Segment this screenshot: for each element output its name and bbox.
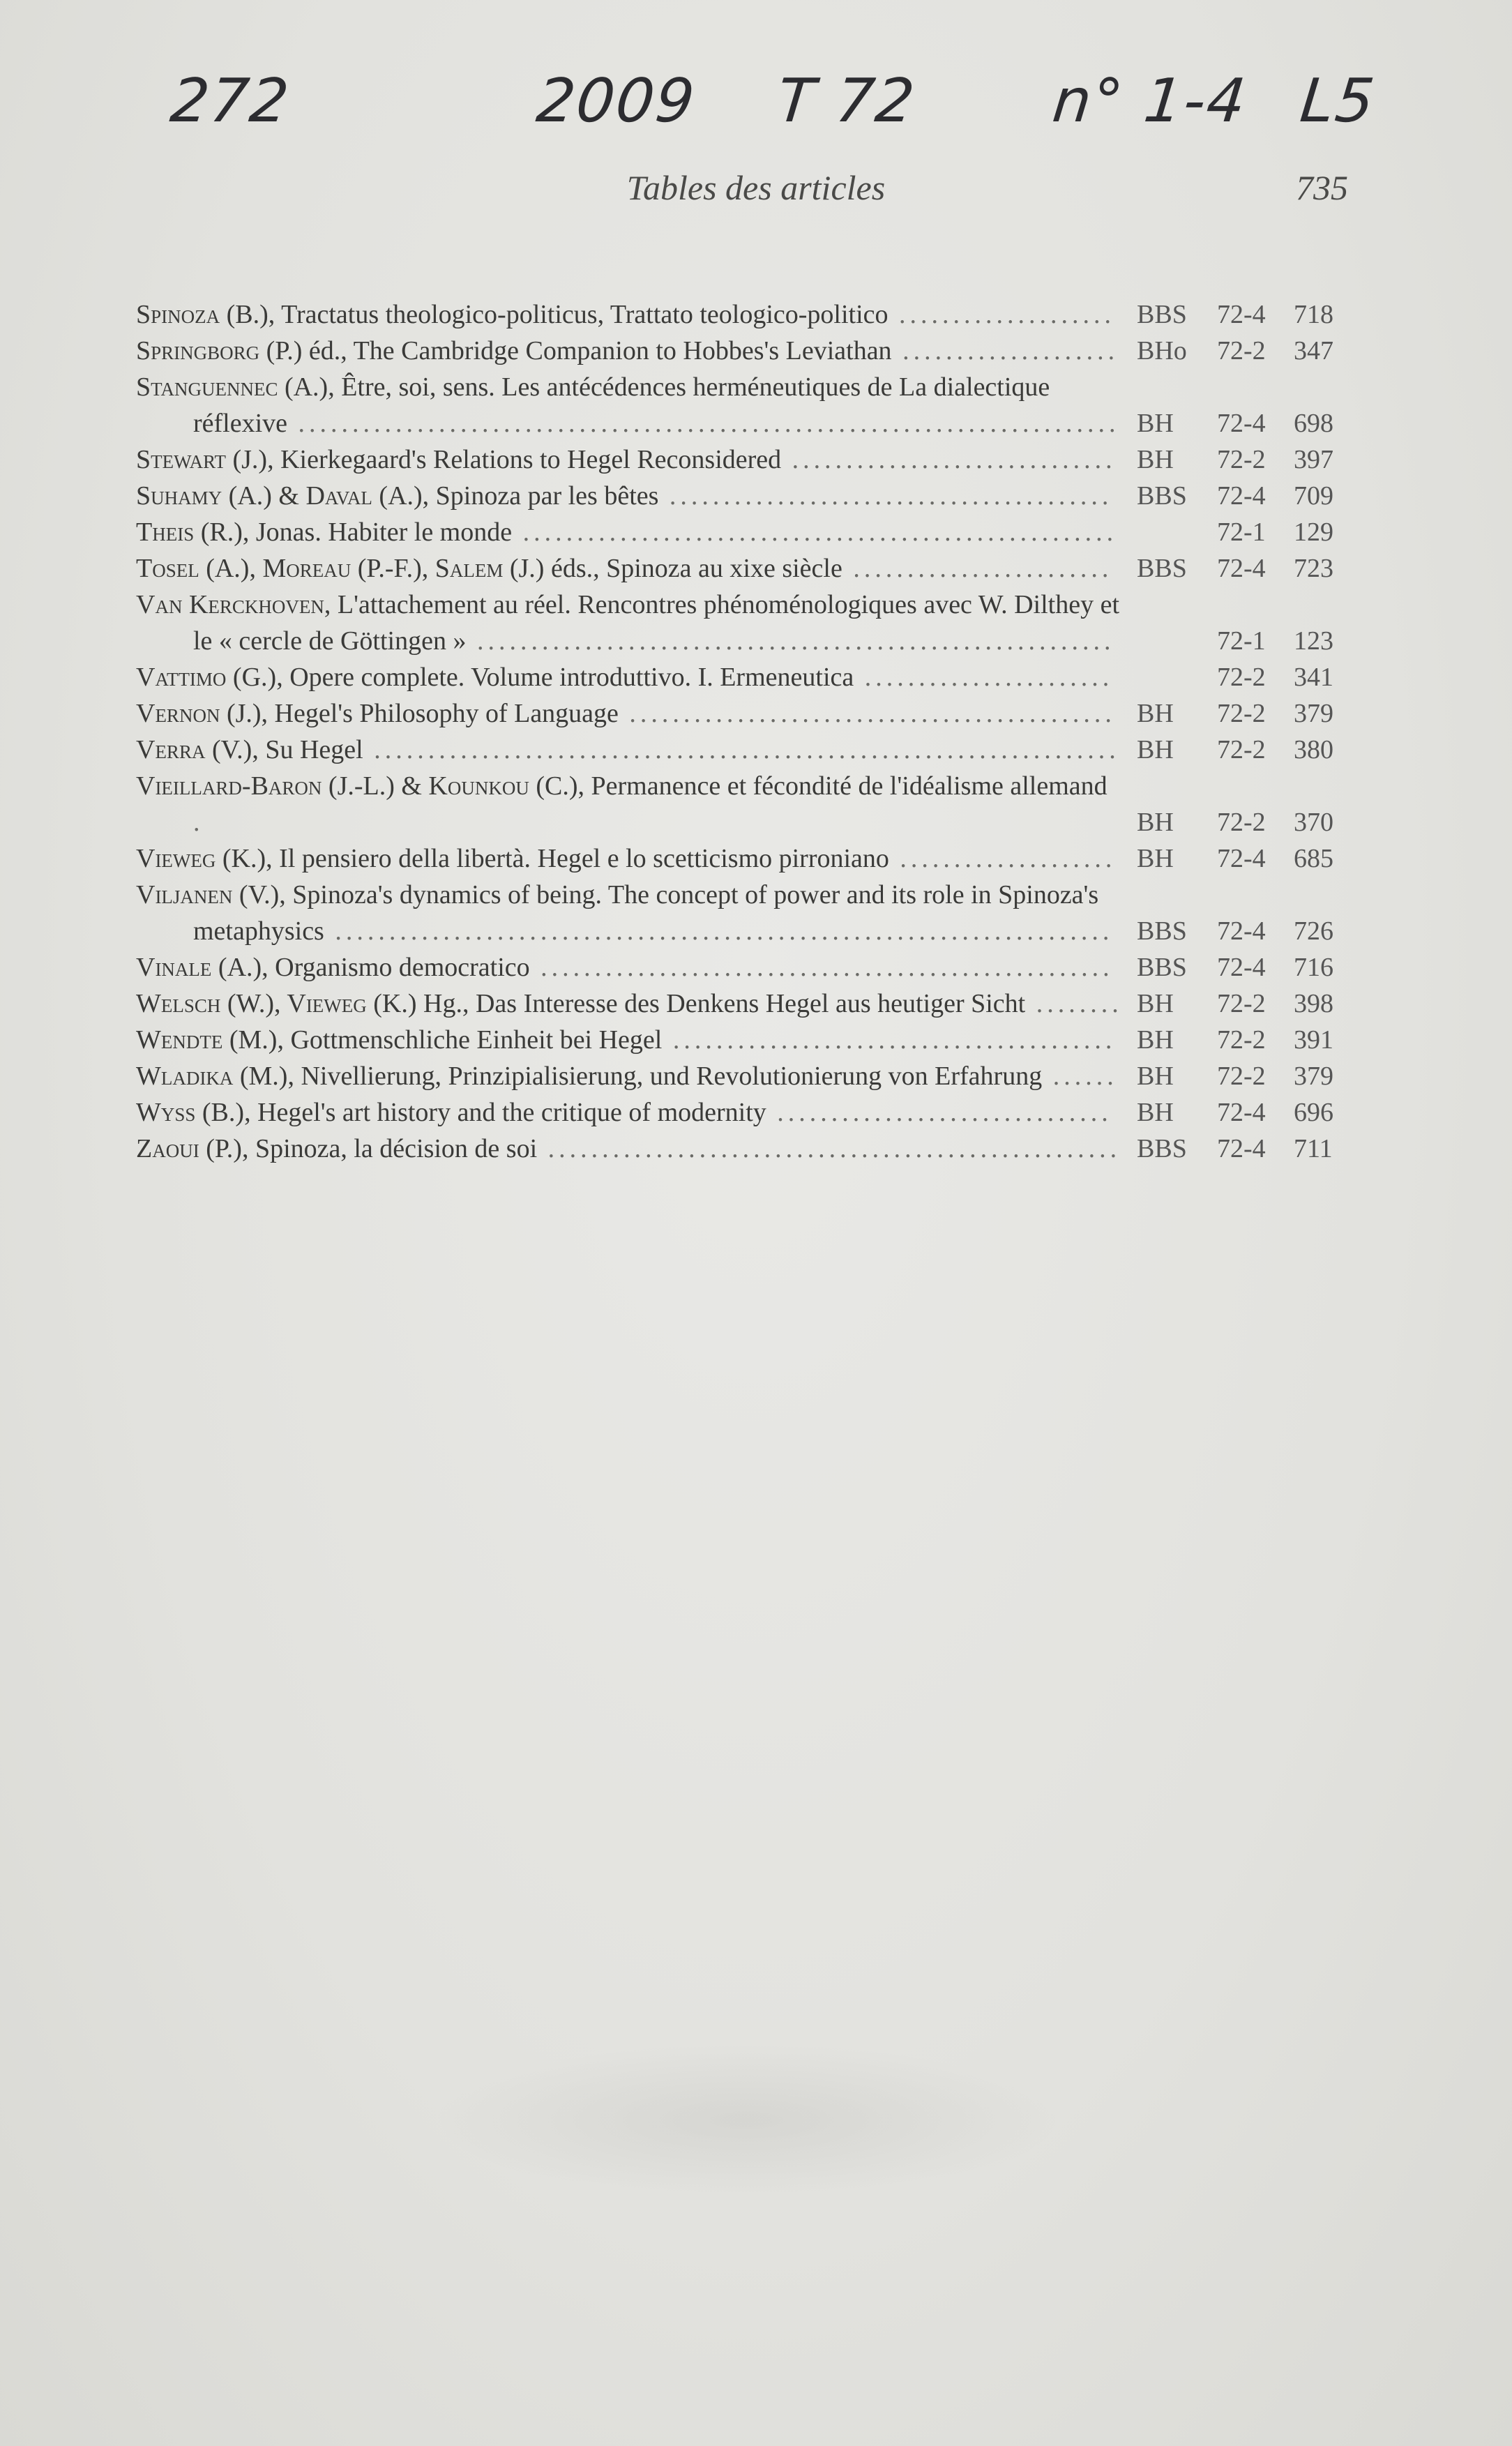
entry-title: , Jonas. Habiter le monde (242, 518, 513, 547)
leader-dots: ........................................................................ (324, 916, 1114, 946)
entry-page: 709 (1294, 481, 1333, 511)
entry-page: 716 (1294, 953, 1333, 982)
entry-page: 379 (1294, 699, 1333, 728)
entry-title: Hg., Das Interesse des Denkens Hegel aus heutiger Sicht (416, 989, 1026, 1018)
entry-text (136, 369, 1123, 441)
entry-author: Spinoza (B.) (136, 300, 269, 329)
entry-page: 723 (1294, 554, 1333, 583)
index-entry (136, 1094, 1350, 1131)
entry-title: éd., The Cambridge Companion to Hobbes's Leviathan (302, 336, 892, 365)
entry-page: 347 (1294, 336, 1333, 365)
index-entry (136, 1022, 1350, 1058)
entry-review: BBS (1137, 916, 1187, 946)
entry-text (136, 587, 1123, 659)
entry-volume: 72-4 (1217, 916, 1266, 946)
entry-author: Wyss (B.) (136, 1098, 245, 1127)
entry-author: Viljanen (V.) (136, 880, 280, 909)
index-entry (136, 768, 1350, 840)
entry-volume: 72-1 (1217, 518, 1266, 547)
entry-text (136, 478, 1123, 514)
entry-volume: 72-2 (1217, 989, 1266, 1018)
entry-author: Vernon (J.) (136, 699, 262, 728)
entry-author: Vieillard-Baron (J.-L.) & Kounkou (C.) (136, 771, 578, 801)
entry-page: 370 (1294, 808, 1333, 837)
entry-text (136, 333, 1123, 369)
entry-title: , Su Hegel (252, 735, 363, 764)
entry-page: 398 (1294, 989, 1333, 1018)
entry-text (136, 1094, 1123, 1131)
entry-volume: 72-4 (1217, 844, 1266, 873)
entry-author: Springborg (P.) (136, 336, 303, 365)
entry-volume: 72-2 (1217, 699, 1266, 728)
entry-title: , Être, soi, sens. Les antécédences herméneutiques de La dialectique réflexive (193, 372, 1050, 438)
entry-author: Welsch (W.), Vieweg (K.) (136, 989, 417, 1018)
entry-review: BH (1137, 989, 1174, 1018)
entry-title: éds., Spinoza au xixe siècle (544, 554, 842, 583)
entry-volume: 72-4 (1217, 300, 1266, 329)
leader-dots: ......................................... (658, 481, 1113, 511)
entry-volume: 72-4 (1217, 554, 1266, 583)
leader-dots: .................... (888, 300, 1115, 329)
entry-review: BH (1137, 445, 1174, 474)
entry-review: BBS (1137, 953, 1187, 982)
entry-review: BH (1137, 1025, 1174, 1055)
leader-dots: ........ (1025, 989, 1123, 1018)
entry-review: BH (1137, 1062, 1174, 1091)
entry-review: BBS (1137, 481, 1187, 511)
index-entry (136, 514, 1350, 550)
entry-author: Wendte (M.) (136, 1025, 278, 1055)
running-title: Tables des articles (626, 168, 886, 207)
entry-title: , Hegel's art history and the critique of modernity (244, 1098, 766, 1127)
entry-text (136, 949, 1123, 986)
entry-text (136, 1131, 1123, 1167)
entry-author: Zaoui (P.) (136, 1134, 242, 1163)
index-entry (136, 986, 1350, 1022)
entry-volume: 72-2 (1217, 663, 1266, 692)
entry-page: 711 (1294, 1134, 1333, 1163)
entry-text (136, 296, 1123, 333)
entry-author: Vieweg (K.) (136, 844, 266, 873)
entry-text (136, 877, 1123, 949)
entry-text (136, 840, 1123, 877)
index-entry (136, 732, 1350, 768)
index-entry (136, 1058, 1350, 1094)
entry-text (136, 659, 1123, 695)
entry-page: 726 (1294, 916, 1333, 946)
page-number: 735 (1296, 168, 1348, 207)
entry-title: , L'attachement au réel. Rencontres phénoménologiques avec W. Dilthey et le « cercle de Göttingen » (193, 590, 1120, 656)
entry-page: 397 (1294, 445, 1333, 474)
leader-dots: ....................................................... (512, 518, 1118, 547)
entry-text (136, 441, 1123, 478)
entry-title: , Permanence et fécondité de l'idéalisme allemand (577, 771, 1107, 801)
index-entry (136, 877, 1350, 949)
entry-review: BBS (1137, 554, 1187, 583)
handwritten-note-1: 272 (167, 66, 294, 136)
handwritten-note-3: T 72 (773, 66, 919, 136)
entry-author: Stewart (J.) (136, 445, 268, 474)
index-entry (136, 478, 1350, 514)
entry-volume: 72-1 (1217, 626, 1266, 656)
entry-review: BH (1137, 808, 1174, 837)
entry-author: Theis (R.) (136, 518, 243, 547)
entry-page: 379 (1294, 1062, 1333, 1091)
entry-page: 391 (1294, 1025, 1333, 1055)
entry-text (136, 550, 1123, 587)
entry-author: Stanguennec (A.) (136, 372, 328, 402)
entry-text (136, 768, 1123, 840)
index-entry (136, 695, 1350, 732)
entry-title: , Spinoza par les bêtes (422, 481, 659, 511)
leader-dots: ........................................................... (466, 626, 1115, 656)
entry-title: , Nivellierung, Prinzipialisierung, und Revolutionierung von Erfahrung (287, 1062, 1043, 1091)
entry-volume: 72-2 (1217, 445, 1266, 474)
entry-title: , Il pensiero della libertà. Hegel e lo scetticismo pirroniano (266, 844, 889, 873)
entry-author: Suhamy (A.) & Daval (A.) (136, 481, 423, 511)
entry-text (136, 732, 1123, 768)
entry-author: Vinale (A.) (136, 953, 262, 982)
entry-volume: 72-4 (1217, 409, 1266, 438)
leader-dots: .............................. (781, 445, 1117, 474)
index-entry (136, 550, 1350, 587)
entry-review: BBS (1137, 1134, 1187, 1163)
entry-title: , Kierkegaard's Relations to Hegel Reconsidered (267, 445, 782, 474)
entry-review: BH (1137, 409, 1174, 438)
entry-text (136, 1022, 1123, 1058)
entry-volume: 72-4 (1217, 481, 1266, 511)
entry-volume: 72-2 (1217, 808, 1266, 837)
leader-dots: ......................................... (662, 1025, 1117, 1055)
entry-text (136, 1058, 1123, 1094)
entry-volume: 72-2 (1217, 735, 1266, 764)
entry-page: 341 (1294, 663, 1333, 692)
entry-text (136, 514, 1123, 550)
entry-volume: 72-4 (1217, 953, 1266, 982)
leader-dots: ............................................. (618, 699, 1116, 728)
index-entry (136, 659, 1350, 695)
entry-volume: 72-4 (1217, 1134, 1266, 1163)
entry-review: BHo (1137, 336, 1187, 365)
leader-dots: ....................... (854, 663, 1114, 692)
entry-title: , Spinoza's dynamics of being. The concept of power and its role in Spinoza's metaphysics (193, 880, 1099, 946)
index-entry (136, 840, 1350, 877)
entry-volume: 72-2 (1217, 336, 1266, 365)
entry-review: BH (1137, 699, 1174, 728)
leader-dots: . (193, 808, 204, 837)
entry-title: , Organismo democratico (262, 953, 530, 982)
entry-volume: 72-2 (1217, 1025, 1266, 1055)
entry-page: 718 (1294, 300, 1333, 329)
leader-dots: ..................................................... (529, 953, 1114, 982)
index-entry (136, 1131, 1350, 1167)
entry-volume: 72-2 (1217, 1062, 1266, 1091)
leader-dots: ............................... (766, 1098, 1112, 1127)
entry-page: 129 (1294, 518, 1333, 547)
handwritten-note-2: 2009 (533, 66, 700, 136)
index-entry (136, 296, 1350, 333)
entry-page: 380 (1294, 735, 1333, 764)
article-index (136, 296, 1350, 1167)
index-entry (136, 369, 1350, 441)
leader-dots: .................... (891, 336, 1119, 365)
index-entry (136, 333, 1350, 369)
index-entry (136, 441, 1350, 478)
entry-volume: 72-4 (1217, 1098, 1266, 1127)
leader-dots: ........................ (842, 554, 1113, 583)
paper-smudge (432, 2044, 1060, 2197)
entry-author: Van Kerckhoven (136, 590, 324, 619)
entry-page: 696 (1294, 1098, 1333, 1127)
entry-review: BBS (1137, 300, 1187, 329)
entry-page: 698 (1294, 409, 1333, 438)
entry-review: BH (1137, 1098, 1174, 1127)
entry-title: , Hegel's Philosophy of Language (261, 699, 619, 728)
leader-dots: ............................................................................ (287, 409, 1120, 438)
entry-review: BH (1137, 735, 1174, 764)
entry-author: Wladika (M.) (136, 1062, 288, 1091)
leader-dots: ...... (1042, 1062, 1118, 1091)
entry-title: , Gottmenschliche Einheit bei Hegel (277, 1025, 663, 1055)
entry-title: , Opere complete. Volume introduttivo. I. Ermeneutica (276, 663, 854, 692)
entry-text (136, 695, 1123, 732)
leader-dots: ..................................................................... (363, 735, 1120, 764)
entry-page: 685 (1294, 844, 1333, 873)
index-entry (136, 949, 1350, 986)
entry-author: Tosel (A.), Moreau (P.-F.), Salem (J.) (136, 554, 545, 583)
entry-review: BH (1137, 844, 1174, 873)
entry-author: Vattimo (G.) (136, 663, 277, 692)
leader-dots: .................... (889, 844, 1117, 873)
entry-author: Verra (V.) (136, 735, 252, 764)
handwritten-note-5: L5 (1296, 66, 1379, 136)
entry-title: , Spinoza, la décision de soi (241, 1134, 538, 1163)
entry-page: 123 (1294, 626, 1333, 656)
entry-text (136, 986, 1123, 1022)
leader-dots: ..................................................... (537, 1134, 1121, 1163)
handwritten-note-4: n° 1-4 (1049, 66, 1250, 136)
entry-title: , Tractatus theologico-politicus, Trattato teologico-politico (268, 300, 889, 329)
index-entry (136, 587, 1350, 659)
